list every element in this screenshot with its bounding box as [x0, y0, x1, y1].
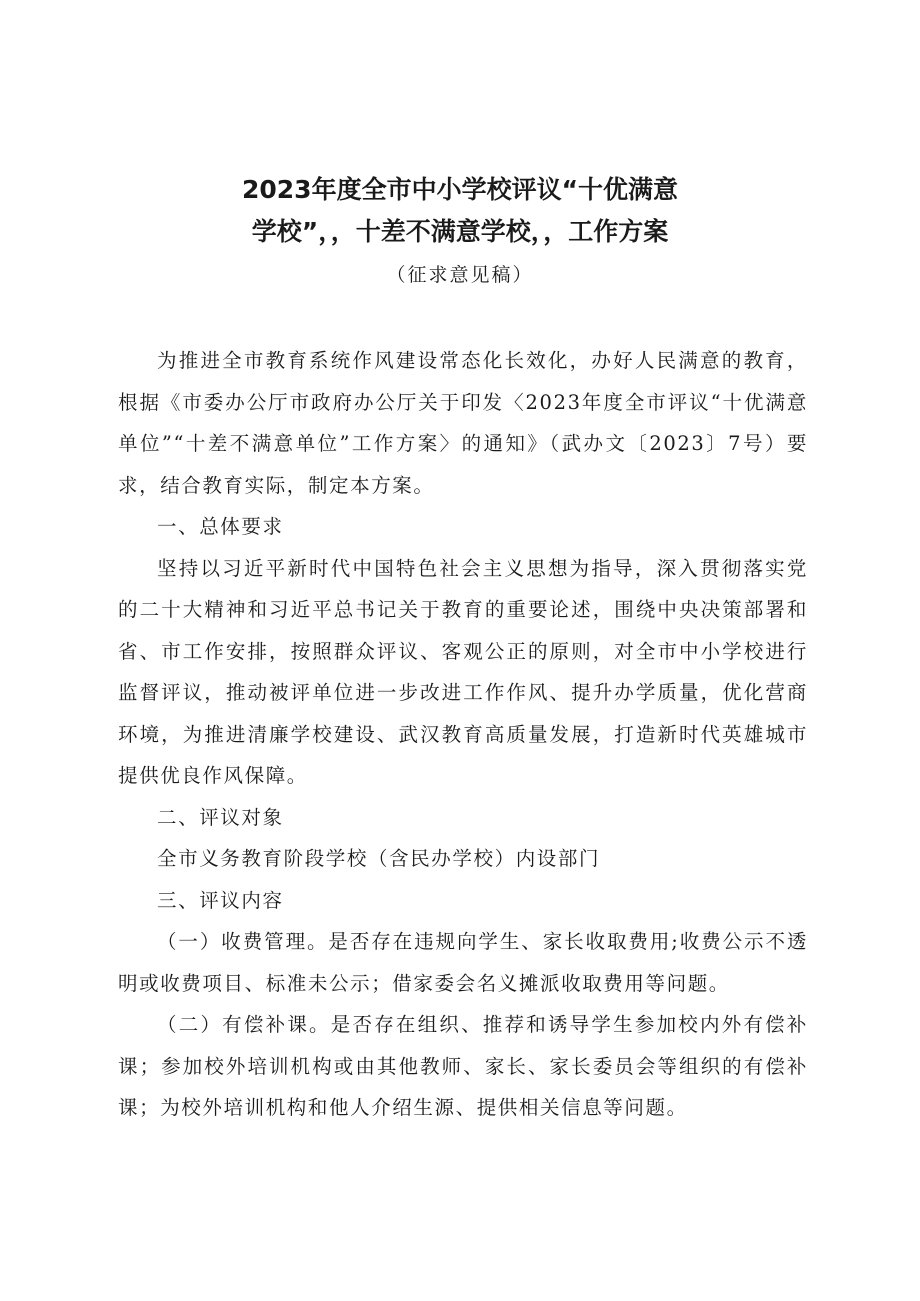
section-heading-evaluation-content: 三、评议内容: [157, 888, 284, 912]
overall-requirements-paragraph: 坚持以习近平新时代中国特色社会主义思想为指导，深入贯彻落实党的二十大精神和习近平总书记关于教育的重要论述，围绕中央决策部署和省、市工作安排，按照群众评议、客观公正的原则，对全市中小学校进行监督评议，推动被评单位进一步改进工作作风、提升办学质量，优化营商环境，为推进清廉学校建设、武汉教育高质量发展，打造新时代英雄城市提供优良作风保障。: [118, 556, 808, 787]
intro-paragraph: 为推进全市教育系统作风建设常态化长效化，办好人民满意的教育，根据《市委办公厅市政府办公厅关于印发〈2023年度全市评议“十优满意单位”“十差不满意单位”工作方案〉的通知》（武办文〔2023〕7号）要求，结合教育实际，制定本方案。: [118, 349, 808, 497]
document-title-line-2: 学校”，，十差不满意学校，，工作方案: [251, 217, 669, 246]
paid-tutoring-paragraph: （二）有偿补课。是否存在组织、推荐和诱导学生参加校内外有偿补课；参加校外培训机构或由其他教师、家长、家长委员会等组织的有偿补课；为校外培训机构和他人介绍生源、提供相关信息等问题。: [118, 1013, 808, 1119]
document-subtitle: （征求意见稿）: [386, 264, 534, 286]
document-body: [118, 340, 808, 1129]
document-title-line-1: 2023年度全市中小学校评议“十优满意: [241, 175, 678, 204]
section-heading-evaluation-targets: 二、评议对象: [157, 805, 284, 829]
section-heading-overall-requirements: 一、总体要求: [157, 515, 284, 538]
evaluation-targets-paragraph: 全市义务教育阶段学校（含民办学校）内设部门: [157, 847, 601, 870]
fee-management-paragraph: （一）收费管理。是否存在违规向学生、家长收取费用;收费公示不透明或收费项目、标准未公示；借家委会名义摊派收取费用等问题。: [118, 930, 808, 995]
